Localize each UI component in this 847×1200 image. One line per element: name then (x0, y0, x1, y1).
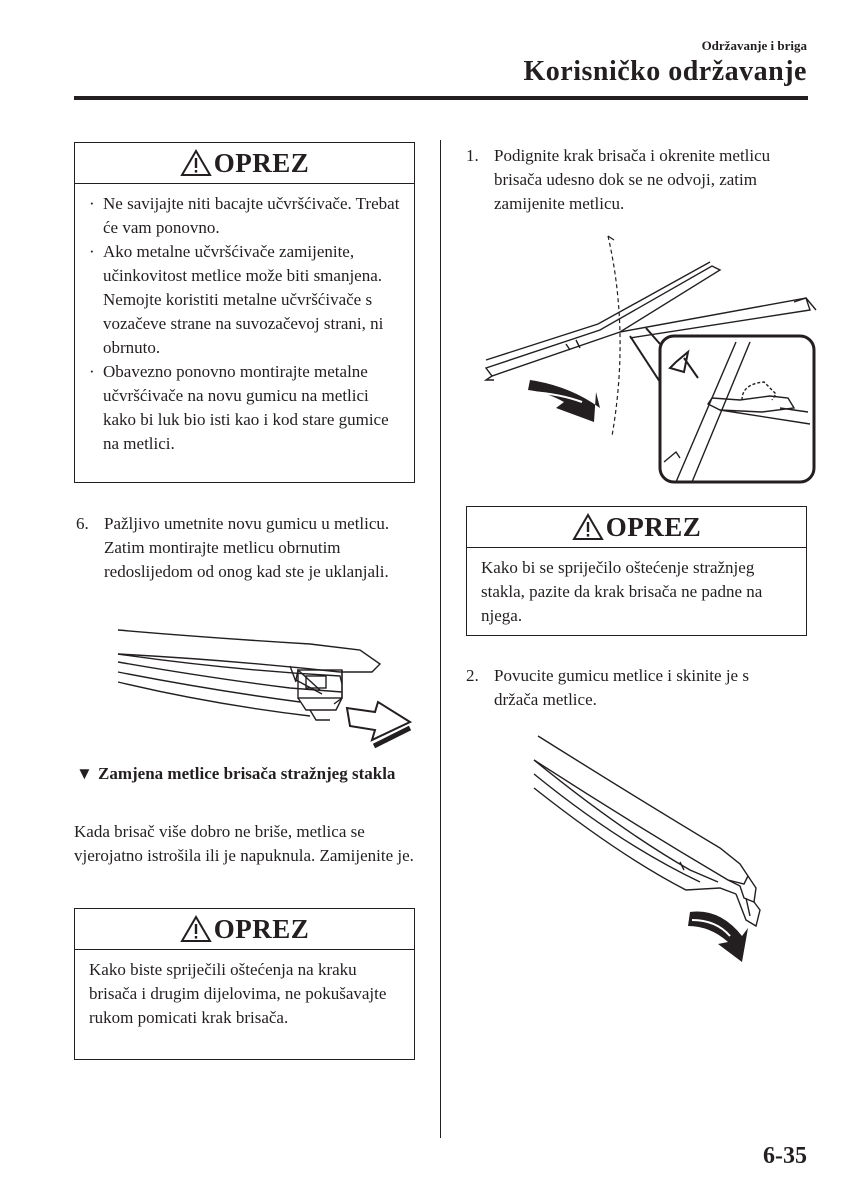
caution-header (75, 909, 414, 950)
step-number: 1. (466, 146, 479, 165)
caution-body: Kako bi se spriječilo oštećenje stražnjeg stakla, pazite da krak brisača ne padne na njega. (481, 558, 763, 625)
step-number: 2. (466, 666, 479, 685)
caution-box-3 (466, 506, 807, 636)
subsection-title: Zamjena metlice brisača stražnjeg stakla (98, 764, 396, 783)
step-6 (76, 512, 396, 584)
caution-header (467, 507, 806, 548)
step-text: Povucite gumicu metlice i skinite je s držača metlice. (494, 666, 749, 709)
step-number: 6. (76, 514, 89, 533)
column-divider (440, 140, 441, 1138)
caution-note: Nemojte koristiti metalne učvršćivače s vozačeve strane na suvozačevoj strani, ni obrnuto. (103, 290, 384, 357)
caution-box-2 (74, 908, 415, 1060)
step-text: Pažljivo umetnite novu gumicu u metlicu. Zatim montirajte metlicu obrnutim redoslijedom od onog kad ste je uklanjali. (104, 514, 390, 581)
body-paragraph: Kada brisač više dobro ne briše, metlica se vjerojatno istrošila ili je napuknula. Zamijenite je. (74, 822, 414, 865)
warning-triangle-icon (572, 513, 604, 541)
subsection-heading (76, 762, 406, 786)
caution-box-1 (74, 142, 415, 483)
section-marker-icon: ▼ (76, 764, 93, 783)
caution-bullet: · Ne savijajte niti bacajte učvršćivače. Trebat će vam ponovno. (89, 192, 402, 240)
blade-removal-illustration (480, 232, 820, 487)
caution-bullet: · Obavezno ponovno montirajte metalne učvršćivače na novu gumicu na metlici kako bi luk bio isti kao i kod stare gumice na metlici. (89, 360, 402, 456)
caution-title: OPREZ (213, 147, 310, 178)
rubber-pull-illustration (520, 730, 780, 970)
header-section: Održavanje i briga (701, 38, 807, 53)
caution-header (75, 143, 414, 184)
caution-body: Kako biste spriječili oštećenja na kraku brisača i drugim dijelovima, ne pokušavajte rukom pomicati krak brisača. (89, 960, 387, 1027)
step-text: Podignite krak brisača i okrenite metlicu brisača udesno dok se ne odvoji, zatim zamijenite metlicu. (494, 146, 771, 213)
step-2 (466, 664, 796, 712)
header-rule (74, 96, 808, 100)
blade-insert-illustration (110, 620, 420, 750)
caution-title: OPREZ (605, 511, 702, 542)
warning-triangle-icon (180, 915, 212, 943)
caution-bullet: · Ako metalne učvršćivače zamijenite, učinkovitost metlice može biti smanjena. (89, 240, 402, 288)
caution-body (75, 184, 414, 464)
step-1 (466, 144, 786, 216)
warning-triangle-icon (180, 149, 212, 177)
caution-title: OPREZ (213, 913, 310, 944)
page-number: 6-35 (763, 1143, 807, 1169)
page-title: Korisničko održavanje (523, 56, 807, 87)
